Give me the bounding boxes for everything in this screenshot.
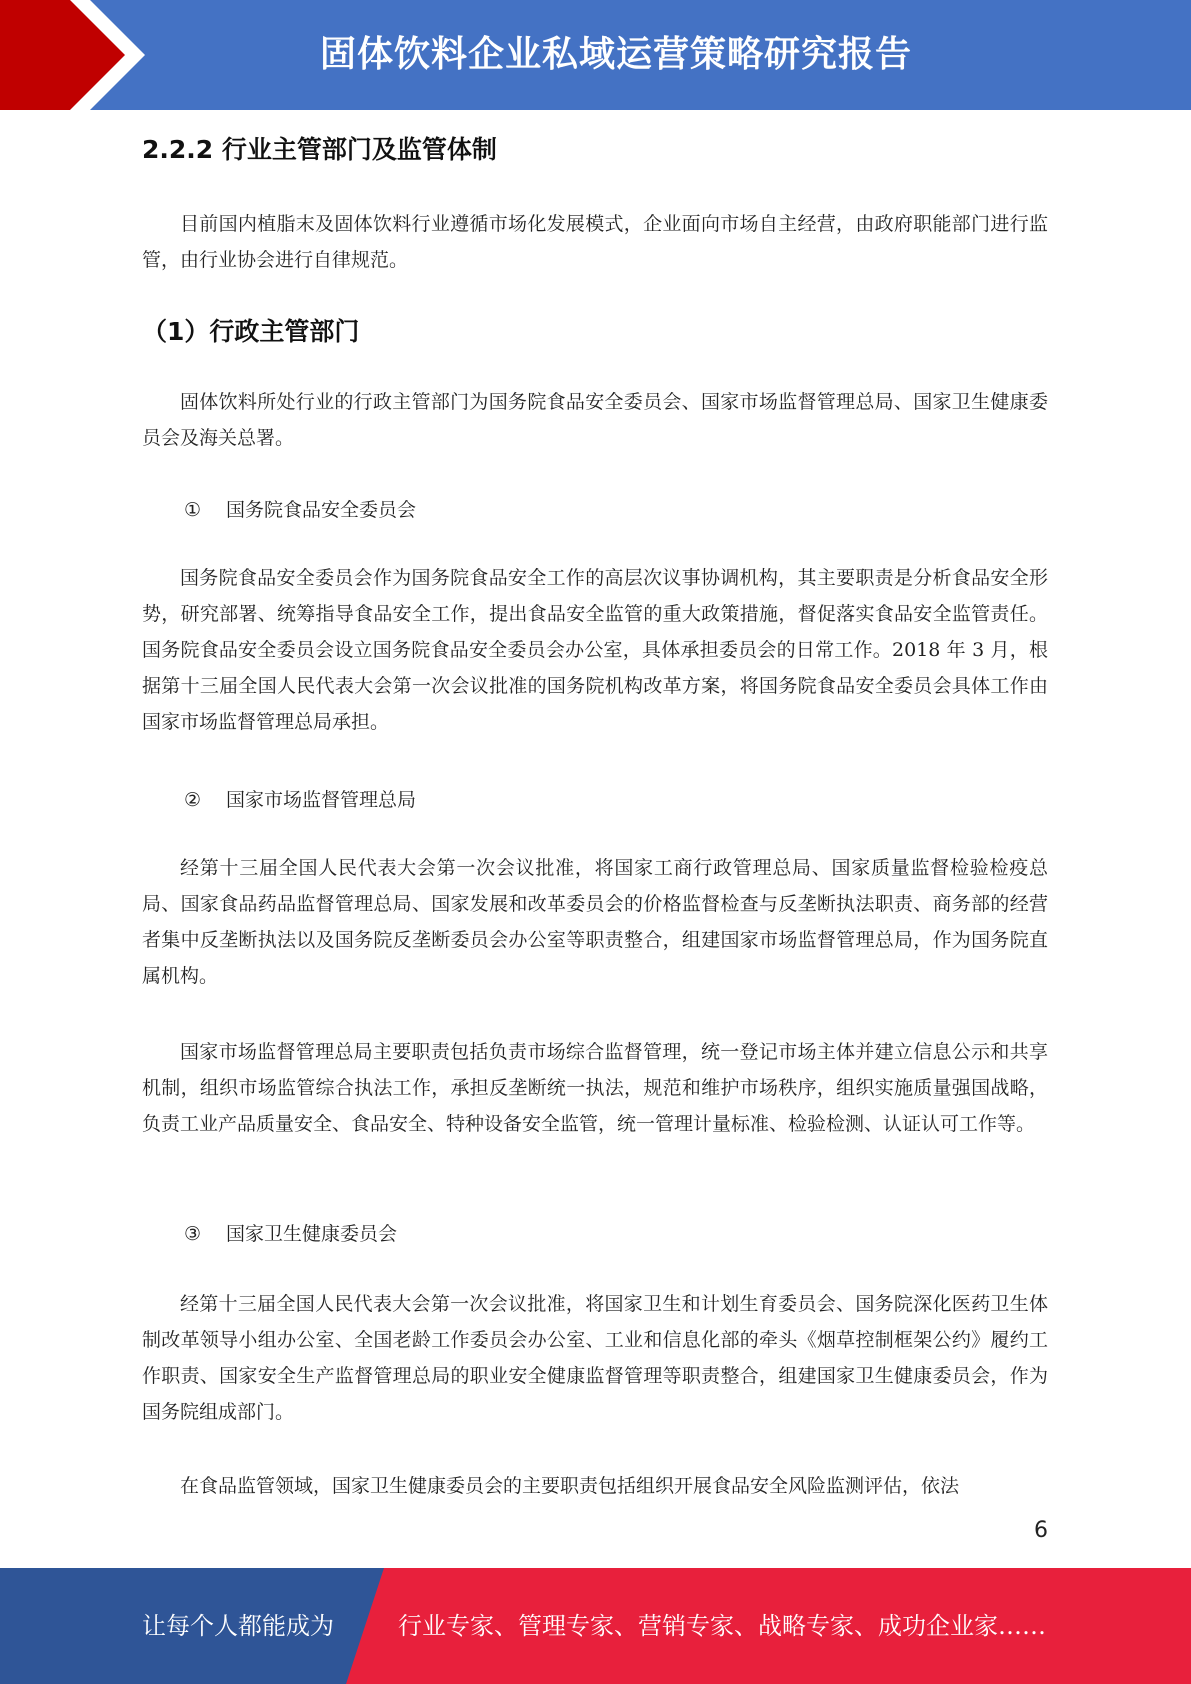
subsection-heading: （1）行政主管部门	[142, 317, 360, 346]
page-number: 6	[1034, 1518, 1048, 1543]
footer-slogan-left: 让每个人都能成为	[142, 1612, 334, 1640]
item-label: 国务院食品安全委员会	[226, 499, 417, 521]
body-paragraph: 经第十三届全国人民代表大会第一次会议批准，将国家工商行政管理总局、国家质量监督检验检疫总局、国家食品药品监督管理总局、国家发展和改革委员会的价格监督检查与反垄断执法职责、商务部的经营者集中反垄断执法以及国务院反垄断委员会办公室等职责整合，组建国家市场监督管理总局，作为国务院直属机构。	[142, 857, 1048, 987]
item-label: 国家市场监督管理总局	[226, 789, 417, 811]
section-heading: 2.2.2 行业主管部门及监管体制	[142, 135, 497, 164]
page-footer	[0, 1568, 1191, 1684]
body-paragraph: 国家市场监督管理总局主要职责包括负责市场综合监督管理，统一登记市场主体并建立信息公示和共享机制，组织市场监管综合执法工作，承担反垄断统一执法，规范和维护市场秩序，组织实施质量强国战略，负责工业产品质量安全、食品安全、特种设备安全监管，统一管理计量标准、检验检测、认证认可工作等。	[142, 1041, 1048, 1135]
list-item-heading	[184, 1216, 397, 1252]
item-label: 国家卫生健康委员会	[226, 1223, 398, 1245]
item-number: ②	[184, 789, 202, 811]
item-number: ①	[184, 499, 202, 521]
list-item-heading	[184, 492, 416, 528]
subsection-intro-paragraph: 固体饮料所处行业的行政主管部门为国务院食品安全委员会、国家市场监督管理总局、国家卫生健康委员会及海关总署。	[142, 391, 1048, 449]
footer-slogan-right: 行业专家、管理专家、营销专家、战略专家、成功企业家……	[398, 1612, 1046, 1640]
body-paragraph: 在食品监管领域，国家卫生健康委员会的主要职责包括组织开展食品安全风险监测评估，依法	[180, 1475, 960, 1497]
section-intro-paragraph: 目前国内植脂末及固体饮料行业遵循市场化发展模式，企业面向市场自主经营，由政府职能部门进行监管，由行业协会进行自律规范。	[142, 213, 1048, 271]
list-item-heading	[184, 782, 416, 818]
report-title: 固体饮料企业私域运营策略研究报告	[320, 34, 913, 75]
header-chevron-decoration	[0, 0, 160, 110]
body-paragraph: 经第十三届全国人民代表大会第一次会议批准，将国家卫生和计划生育委员会、国务院深化医药卫生体制改革领导小组办公室、全国老龄工作委员会办公室、工业和信息化部的牵头《烟草控制框架公约》履约工作职责、国家安全生产监督管理总局的职业安全健康监督管理等职责整合，组建国家卫生健康委员会，作为国务院组成部门。	[142, 1293, 1048, 1423]
body-paragraph: 国务院食品安全委员会作为国务院食品安全工作的高层次议事协调机构，其主要职责是分析食品安全形势，研究部署、统筹指导食品安全工作，提出食品安全监管的重大政策措施，督促落实食品安全监管责任。国务院食品安全委员会设立国务院食品安全委员会办公室，具体承担委员会的日常工作。2018 年 3 月，根据第十三届全国人民代表大会第一次会议批准的国务院机构改革方案，将国务院食品安全委员会具体工作由国家市场监督管理总局承担。	[142, 567, 1048, 733]
page-header	[0, 0, 1191, 110]
item-number: ③	[184, 1223, 202, 1245]
